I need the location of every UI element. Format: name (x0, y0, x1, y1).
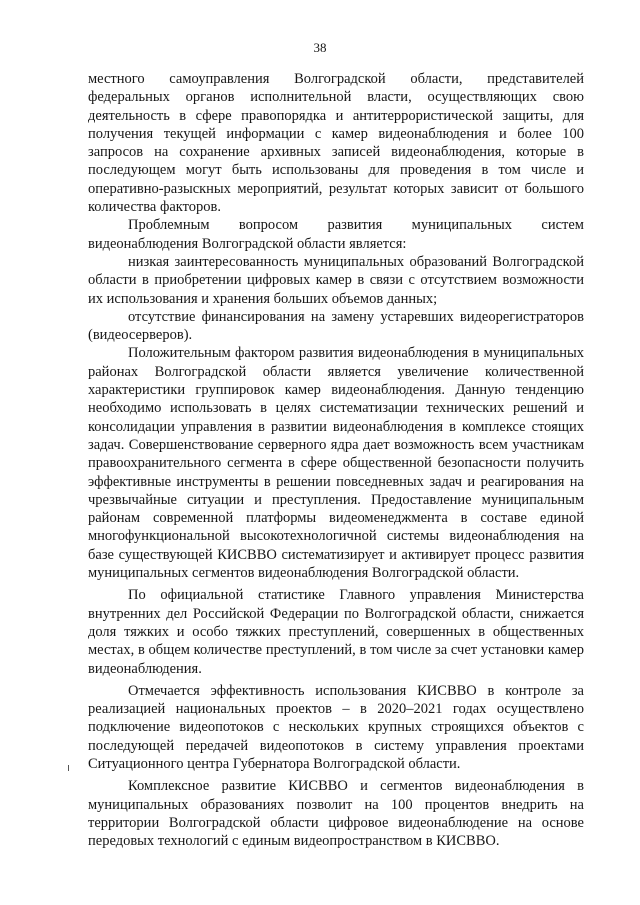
paragraph-problem-intro: Проблемным вопросом развития муниципальных систем видеонаблюдения Волгоградской области является: (88, 217, 584, 252)
document-body (88, 70, 584, 850)
paragraph-efficiency: Отмечается эффективность использования КИСВВО в контроле за реализацией национальных проектов – в 2020–2021 годах осуществлено подключение видеопотоков с нескольких крупных строящихся объектов с последующей передачей видеопотоков в систему управления проектами Ситуационного центра Губернатора Волгоградской области. (88, 682, 584, 772)
paragraph-positive-factor: Положительным фактором развития видеонаблюдения в муниципальных районах Волгоградской области является увеличение количественной характеристики группировок камер видеонаблюдения. Данную тенденцию необходимо использовать в целях систематизации технических решений и консолидации управления в развитии видеонаблюдения в комплексе стоящих задач. Совершенствование серверного ядра дает возможность всем участникам правоохранительного сегмента в сфере общественной безопасности получить эффективные инструменты в решении повседневных задач и реагирования на чрезвычайные ситуации и преступления. Предоставление муниципальным районам современной платформы видеоменеджмента в составе единой многофункциональной высокотехнологичной системы видеонаблюдения на базе существующей КИСВВО систематизирует и активирует процесс развития муниципальных сегментов видеонаблюдения Волгоградской области. (88, 345, 584, 582)
paragraph-development: Комплексное развитие КИСВВО и сегментов видеонаблюдения в муниципальных образованиях позволит на 100 процентов внедрить на территории Волгоградской области цифровое видеонаблюдение на основе передовых технологий с единым видеопространством в КИСВВО. (88, 778, 584, 850)
list-item-low-interest: низкая заинтересованность муниципальных образований Волгоградской области в приобретении цифровых камер в связи с отсутствием возможности их использования и хранения больших объемов данных; (88, 253, 584, 307)
paragraph-continuation: местного самоуправления Волгоградской области, представителей федеральных органов исполнительной власти, осуществляющих свою деятельность в сфере правопорядка и антитеррористической защиты, для получения текущей информации с камер видеонаблюдения и более 100 запросов на сохранение архивных записей видеонаблюдения, которые в последующем могут быть использованы для проведения в том числе и оперативно-разыскных мероприятий, результат которых зависит от большого количества факторов. (88, 71, 584, 216)
margin-mark (68, 765, 69, 771)
list-item-no-funding: отсутствие финансирования на замену устаревших видеорегистраторов (видеосерверов). (88, 308, 584, 344)
page-number: 38 (313, 40, 327, 55)
paragraph-statistics: По официальной статистике Главного управления Министерства внутренних дел Российской Федерации по Волгоградской области, снижается доля тяжких и особо тяжких преступлений, совершенных в общественных местах, в общем количестве преступлений, в том числе за счет установки камер видеонаблюдения. (88, 587, 584, 677)
